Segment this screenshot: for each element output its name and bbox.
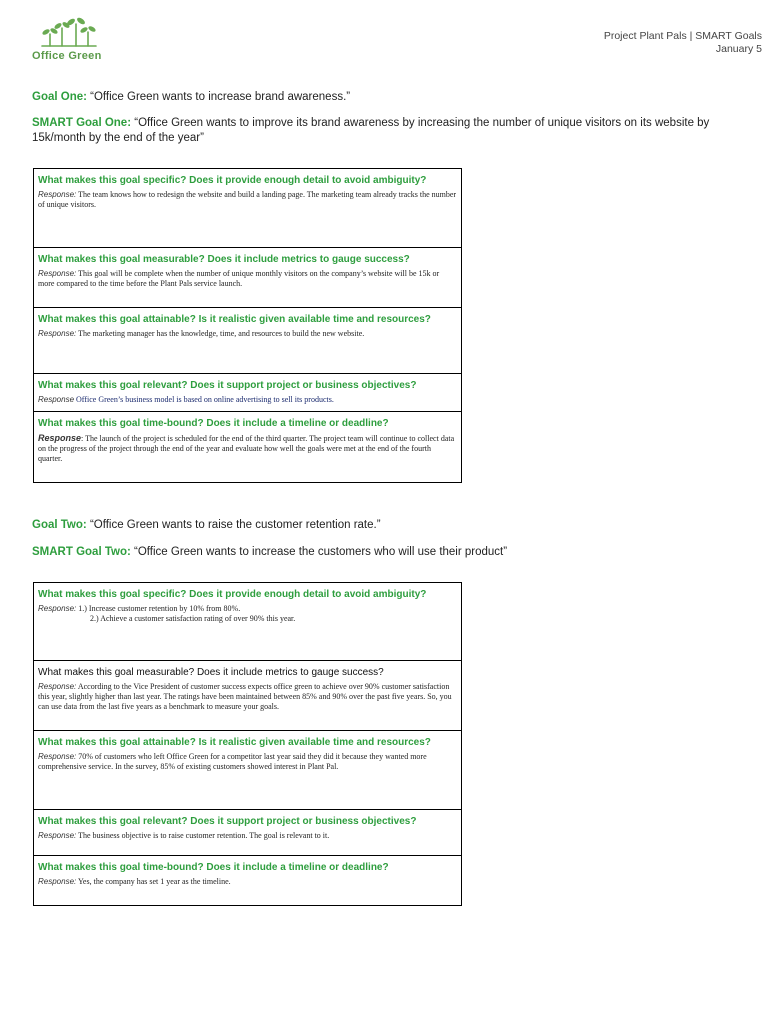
response [38,269,457,289]
time-bound-row [34,412,461,482]
response-text-2: 2.) Achieve a customer satisfaction rating of over 90% this year. [90,614,296,623]
document-date: January 5 [715,43,762,55]
response-label: Response: [38,877,77,886]
response-text: The team knows how to redesign the website and build a landing page. The marketing team already tracks the number of unique visitors. [38,190,457,209]
goal-one-text: “Office Green wants to increase brand awareness.” [90,91,351,103]
response-text: 70% of customers who left Office Green for a competitor last year said they did it because they wanted more comprehensive service. In the survey, 85% of existing customers showed interest in Plant Pal. [38,752,427,771]
goal-one [32,90,350,105]
logo-text: Office Green [32,50,102,62]
response-text: This goal will be complete when the number of unique monthly visitors on the company’s website will be 15k or more compared to the time before the Plant Pals service launch. [38,269,440,288]
measurable-row [34,248,461,308]
response-text: : The launch of the project is scheduled for the end of the third quarter. The project team will continue to collect data on the progress of the project through the end of the year and evaluate how well the goals were met at the end of the fourth quarter. [38,434,455,463]
question: What makes this goal specific? Does it provide enough detail to avoid ambiguity? [38,175,427,186]
smart-goal-one-text: “Office Green wants to improve its brand awareness by increasing the number of unique visitors on its website by 15k/month by the end of the year” [32,117,710,144]
response [38,433,457,464]
specific-row [34,583,461,661]
smart-goal-one [32,116,744,146]
question: What makes this goal relevant? Does it support project or business objectives? [38,816,417,827]
smart-table-goal-two [33,582,462,906]
relevant-row [34,374,461,412]
question: What makes this goal specific? Does it provide enough detail to avoid ambiguity? [38,589,427,600]
measurable-row [34,661,461,731]
question: What makes this goal relevant? Does it support project or business objectives? [38,380,417,391]
response-text: Office Green’s business model is based on online advertising to sell its products. [76,395,334,404]
question: What makes this goal attainable? Is it realistic given available time and resources? [38,314,431,325]
project-title: Project Plant Pals | SMART Goals [603,30,762,42]
response-label: Response: [38,604,77,613]
response-text: The business objective is to raise customer retention. The goal is relevant to it. [78,831,330,840]
goal-two-label: Goal Two: [32,519,87,531]
response [38,604,457,624]
plant-sprouts-icon [40,16,98,48]
question: What makes this goal time-bound? Does it include a timeline or deadline? [38,418,389,429]
response [38,682,457,712]
response-label: Response: [38,752,77,761]
attainable-row [34,308,461,374]
response-label: Response: [38,831,77,840]
response-text: The marketing manager has the knowledge, time, and resources to build the new website. [78,329,365,338]
response-label: Response: [38,269,77,278]
response-text: 1.) Increase customer retention by 10% from 80%. [78,604,241,613]
response [38,752,457,772]
response [38,329,457,339]
goal-two [32,518,381,533]
response [38,877,457,887]
relevant-row [34,810,461,856]
response [38,831,457,841]
response-label: Response: [38,329,77,338]
smart-table-goal-one [33,168,462,483]
question: What makes this goal attainable? Is it realistic given available time and resources? [38,737,431,748]
response-text: Yes, the company has set 1 year as the timeline. [77,877,231,886]
time-bound-row [34,856,461,905]
document-header [604,30,762,56]
response [38,190,457,210]
response-label: Response [38,433,82,443]
specific-row [34,169,461,248]
smart-goal-one-label: SMART Goal One: [32,117,132,129]
question: What makes this goal measurable? Does it include metrics to gauge success? [38,667,384,678]
goal-one-label: Goal One: [32,91,87,103]
response-text: According to the Vice President of customer success expects office green to achieve over 90% customer satisfaction this year, slightly higher than last year. The ratings have been maintained between 85% and 90% over the past five years. So, you can use data from the last five years as a benchmark to measure your goals. [38,682,452,711]
smart-goal-two [32,545,507,560]
smart-goal-two-label: SMART Goal Two: [32,546,131,558]
question: What makes this goal measurable? Does it include metrics to gauge success? [38,254,410,265]
goal-two-text: “Office Green wants to raise the customer retention rate.” [89,519,381,531]
office-green-logo [30,16,110,64]
attainable-row [34,731,461,810]
response-label: Response: [38,682,77,691]
response-label: Response: [38,190,77,199]
response [38,395,457,405]
question: What makes this goal time-bound? Does it include a timeline or deadline? [38,862,389,873]
smart-goal-two-text: “Office Green wants to increase the customers who will use their product” [134,546,508,558]
response-label: Response [38,395,75,404]
